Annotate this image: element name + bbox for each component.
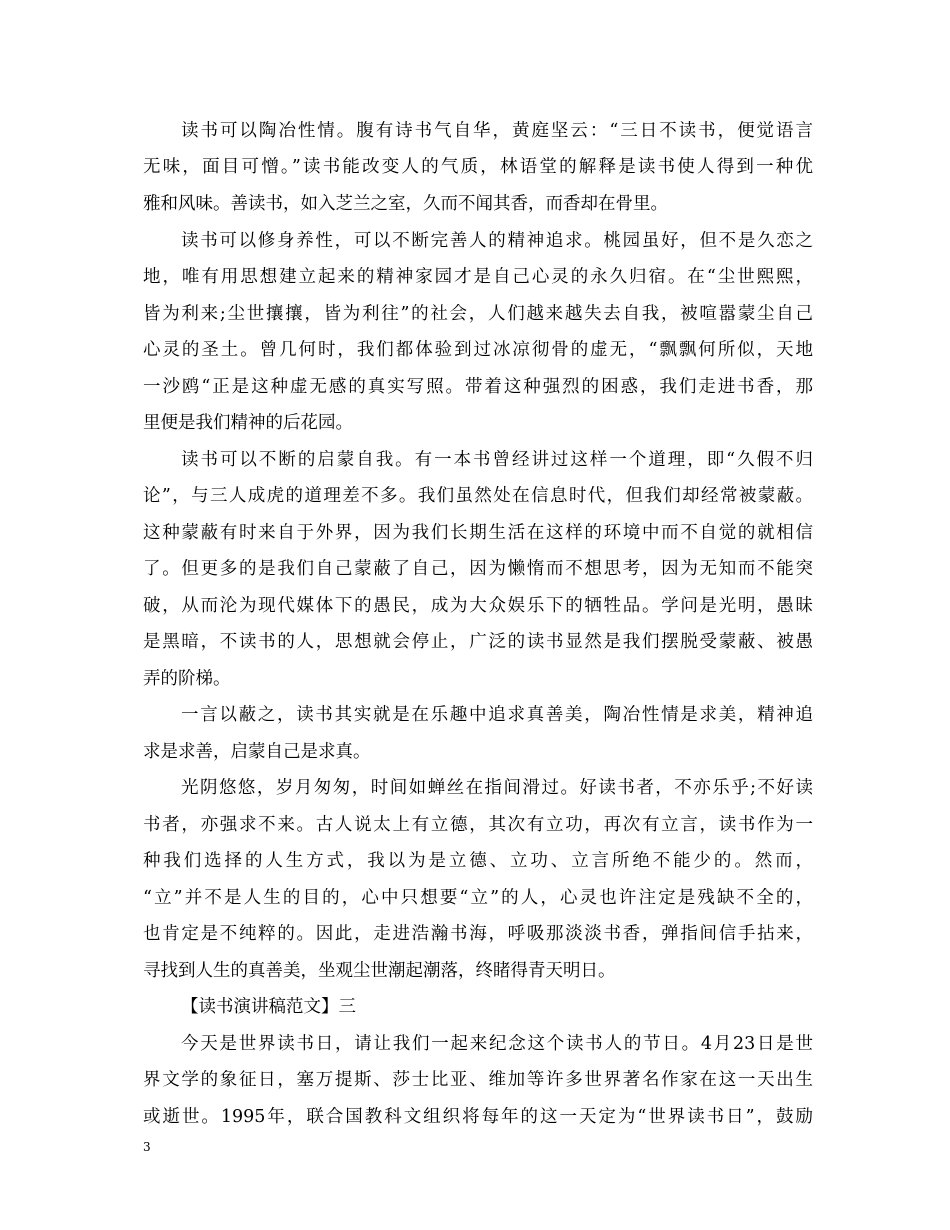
text-line: 书者，亦强求不来。古人说太上有立德，其次有立功，再次有立言，读书作为一 xyxy=(143,815,813,835)
text-line: 弄的阶梯。 xyxy=(143,669,231,689)
text-line: 无味，面目可憎。”读书能改变人的气质，林语堂的解释是读书使人得到一种优 xyxy=(143,157,813,177)
text-line: 雅和风味。善读书，如入芝兰之室，久而不闻其香，而香却在骨里。 xyxy=(143,194,668,214)
text-line: 一言以蔽之，读书其实就是在乐趣中追求真善美，陶冶性情是求美，精神追 xyxy=(181,705,813,725)
text-line: 这种蒙蔽有时来自于外界，因为我们长期生活在这样的环境中而不自觉的就相信 xyxy=(143,523,813,543)
text-line: 读书可以修身养性，可以不断完善人的精神追求。桃园虽好，但不是久恋之 xyxy=(181,231,813,251)
text-line: 一沙鸥“正是这种虚无感的真实写照。带着这种强烈的困惑，我们走进书香，那 xyxy=(143,377,813,397)
text-line: 里便是我们精神的后花园。 xyxy=(143,413,353,433)
text-line: 界文学的象征日，塞万提斯、莎士比亚、维加等许多世界著名作家在这一天出生 xyxy=(143,1070,813,1090)
text-line: 今天是世界读书日，请让我们一起来纪念这个读书人的节日。4月23日是世 xyxy=(181,1034,813,1054)
text-line: 种我们选择的人生方式，我以为是立德、立功、立言所绝不能少的。然而， xyxy=(143,851,813,871)
section-heading: 【读书演讲稿范文】三 xyxy=(181,997,356,1017)
text-line: 是黑暗，不读书的人，思想就会停止，广泛的读书显然是我们摆脱受蒙蔽、被愚 xyxy=(143,632,813,652)
text-line: 读书可以陶冶性情。腹有诗书气自华，黄庭坚云：“三日不读书，便觉语言 xyxy=(181,121,813,141)
text-line: 破，从而沦为现代媒体下的愚民，成为大众娱乐下的牺牲品。学问是光明，愚昧 xyxy=(143,596,813,616)
text-line: 地，唯有用思想建立起来的精神家园才是自己心灵的永久归宿。在“尘世熙熙， xyxy=(143,267,813,287)
text-line: 心灵的圣土。曾几何时，我们都体验到过冰凉彻骨的虚无，“飘飘何所似，天地 xyxy=(143,340,813,360)
page-number: 3 xyxy=(143,1140,151,1154)
text-line: “立”并不是人生的目的，心中只想要“立”的人，心灵也许注定是残缺不全的， xyxy=(143,888,813,908)
text-line: 或逝世。1995年，联合国教科文组织将每年的这一天定为“世界读书日”，鼓励 xyxy=(143,1107,813,1127)
text-line: 寻找到人生的真善美，坐观尘世潮起潮落，终睹得青天明日。 xyxy=(143,961,616,981)
text-line: 读书可以不断的启蒙自我。有一本书曾经讲过这样一个道理，即“久假不归 xyxy=(181,450,813,470)
text-line: 求是求善，启蒙自己是求真。 xyxy=(143,742,371,762)
text-line: 论”，与三人成虎的道理差不多。我们虽然处在信息时代，但我们却经常被蒙蔽。 xyxy=(143,486,813,506)
text-line: 也肯定是不纯粹的。因此，走进浩瀚书海，呼吸那淡淡书香，弹指间信手拈来， xyxy=(143,924,813,944)
text-line: 光阴悠悠，岁月匆匆，时间如蝉丝在指间滑过。好读书者，不亦乐乎;不好读 xyxy=(181,778,813,798)
text-line: 了。但更多的是我们自己蒙蔽了自己，因为懒惰而不想思考，因为无知而不能突 xyxy=(143,559,813,579)
text-line: 皆为利来;尘世攘攘，皆为利往”的社会，人们越来越失去自我，被喧嚣蒙尘自己 xyxy=(143,304,813,324)
